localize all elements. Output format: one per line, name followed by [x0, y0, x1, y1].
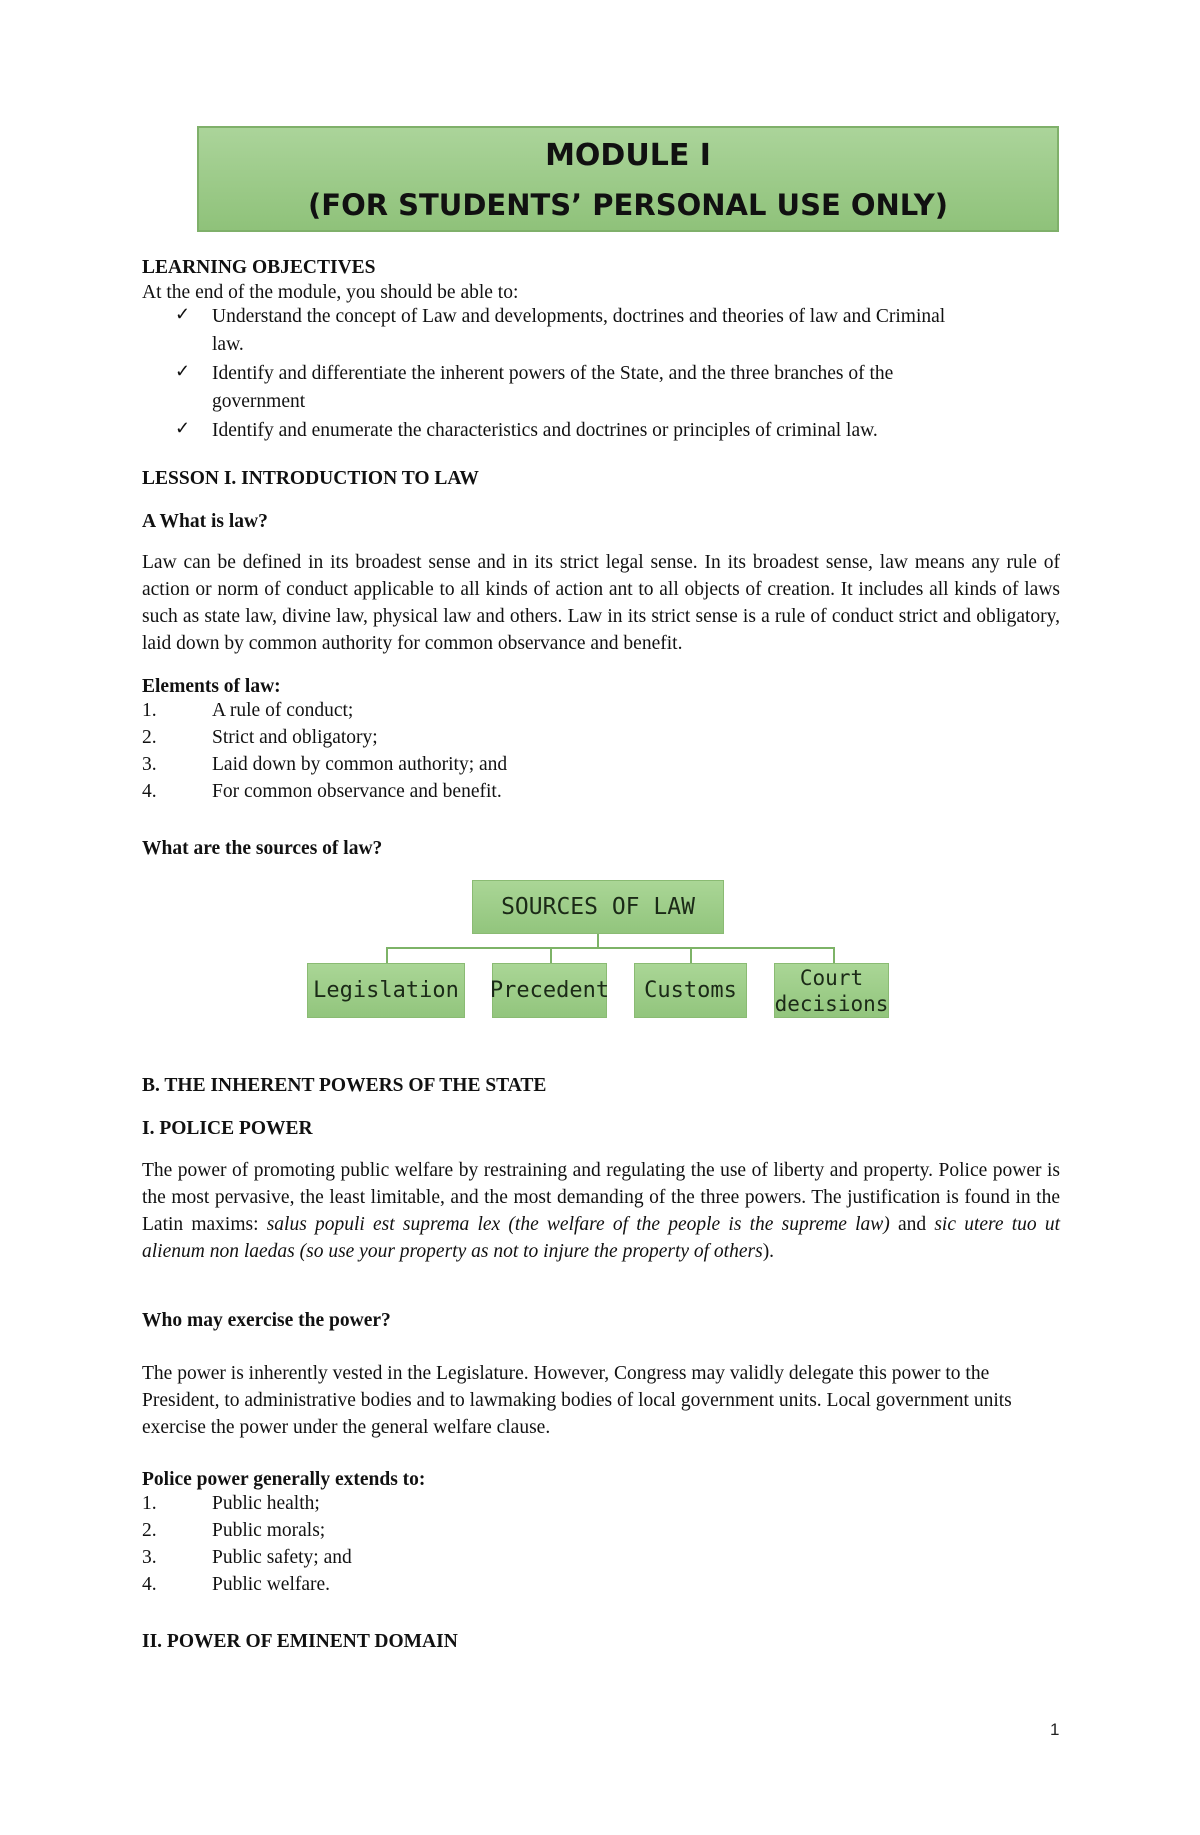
module-banner	[197, 126, 1059, 232]
police-power-extends-heading: Police power generally extends to:	[142, 1469, 426, 1490]
objectives-heading: LEARNING OBJECTIVES	[142, 257, 376, 278]
sources-question: What are the sources of law?	[142, 838, 383, 859]
elements-heading: Elements of law:	[142, 676, 281, 697]
connector-line	[833, 947, 835, 963]
list-item: A rule of conduct;	[212, 700, 354, 721]
objective-item-1-line2: law.	[212, 334, 244, 355]
closing-punctuation: ).	[762, 1241, 775, 1262]
objective-item-2-line1: Identify and differentiate the inherent powers of the State, and the three branches of the	[212, 363, 894, 384]
connector-line	[386, 947, 834, 949]
connector-line	[597, 934, 599, 948]
list-item: Strict and obligatory;	[212, 727, 378, 748]
checkmark-icon: ✓	[175, 304, 191, 324]
list-item: Public morals;	[212, 1520, 326, 1541]
conjunction-text: and	[889, 1214, 935, 1235]
list-number: 4.	[142, 781, 157, 802]
objective-item-2-line2: government	[212, 391, 306, 412]
latin-maxim-1: salus populi est suprema lex	[266, 1214, 501, 1235]
list-number: 2.	[142, 1520, 157, 1541]
police-power-heading: I. POLICE POWER	[142, 1118, 313, 1139]
diagram-node-customs: Customs	[634, 963, 747, 1018]
list-item: Public welfare.	[212, 1574, 331, 1595]
police-power-text: The power of promoting public welfare by restraining and regulating the use of liberty and property. Police power is the most pervasive, the least limitable, and the most demanding of the three powers. The justification is found in the Latin maxims:	[142, 1160, 1060, 1235]
list-item: Public health;	[212, 1493, 320, 1514]
objective-item-1-line1: Understand the concept of Law and developments, doctrines and theories of law and Criminal	[212, 306, 946, 327]
lesson1-heading: LESSON I. INTRODUCTION TO LAW	[142, 468, 479, 489]
checkmark-icon: ✓	[175, 418, 191, 438]
who-may-exercise-paragraph: The power is inherently vested in the Legislature. However, Congress may validly delegate this power to the President, to administrative bodies and to lawmaking bodies of local government units. Local government units exercise the power under the general welfare clause.	[142, 1363, 1012, 1438]
list-number: 3.	[142, 1547, 157, 1568]
what-is-law-heading: A What is law?	[142, 511, 268, 532]
latin-maxim-2: sic utere tuo ut alienum non laedas	[142, 1214, 1060, 1262]
inherent-powers-heading: B. THE INHERENT POWERS OF THE STATE	[142, 1075, 547, 1096]
page-number: 1	[1050, 1720, 1060, 1739]
objectives-intro: At the end of the module, you should be able to:	[142, 282, 519, 303]
module-subtitle: (FOR STUDENTS’ PERSONAL USE ONLY)	[308, 188, 948, 222]
diagram-node-court-decisions: Court decisions	[774, 963, 889, 1018]
list-item: Laid down by common authority; and	[212, 754, 508, 775]
diagram-node-precedent: Precedent	[492, 963, 607, 1018]
connector-line	[386, 947, 388, 963]
who-may-exercise-heading: Who may exercise the power?	[142, 1310, 391, 1331]
list-number: 3.	[142, 754, 157, 775]
checkmark-icon: ✓	[175, 361, 191, 381]
law-definition-paragraph: Law can be defined in its broadest sense and in its strict legal sense. In its broadest sense, law means any rule of action or norm of conduct applicable to all kinds of action ant to all objects of creation. It includes all kinds of laws such as state law, divine law, physical law and others. Law in its strict sense is a rule of conduct strict and obligatory, laid down by common authority for common observance and benefit.	[142, 552, 1060, 654]
connector-line	[550, 947, 552, 963]
list-number: 1.	[142, 1493, 157, 1514]
list-item: For common observance and benefit.	[212, 781, 502, 802]
police-power-paragraph	[142, 1157, 1060, 1265]
maxim-2-translation: (so use your property as not to injure the property of others	[299, 1241, 763, 1262]
list-number: 4.	[142, 1574, 157, 1595]
eminent-domain-heading: II. POWER OF EMINENT DOMAIN	[142, 1631, 458, 1652]
connector-line	[690, 947, 692, 963]
list-item: Public safety; and	[212, 1547, 352, 1568]
maxim-1-translation: (the welfare of the people is the supreme law)	[500, 1214, 890, 1235]
diagram-node-legislation: Legislation	[307, 963, 465, 1018]
diagram-root-node: SOURCES OF LAW	[472, 880, 724, 934]
list-number: 2.	[142, 727, 157, 748]
list-number: 1.	[142, 700, 157, 721]
objective-item-3-line1: Identify and enumerate the characteristics and doctrines or principles of criminal law.	[212, 420, 878, 441]
module-title: MODULE I	[545, 138, 711, 173]
